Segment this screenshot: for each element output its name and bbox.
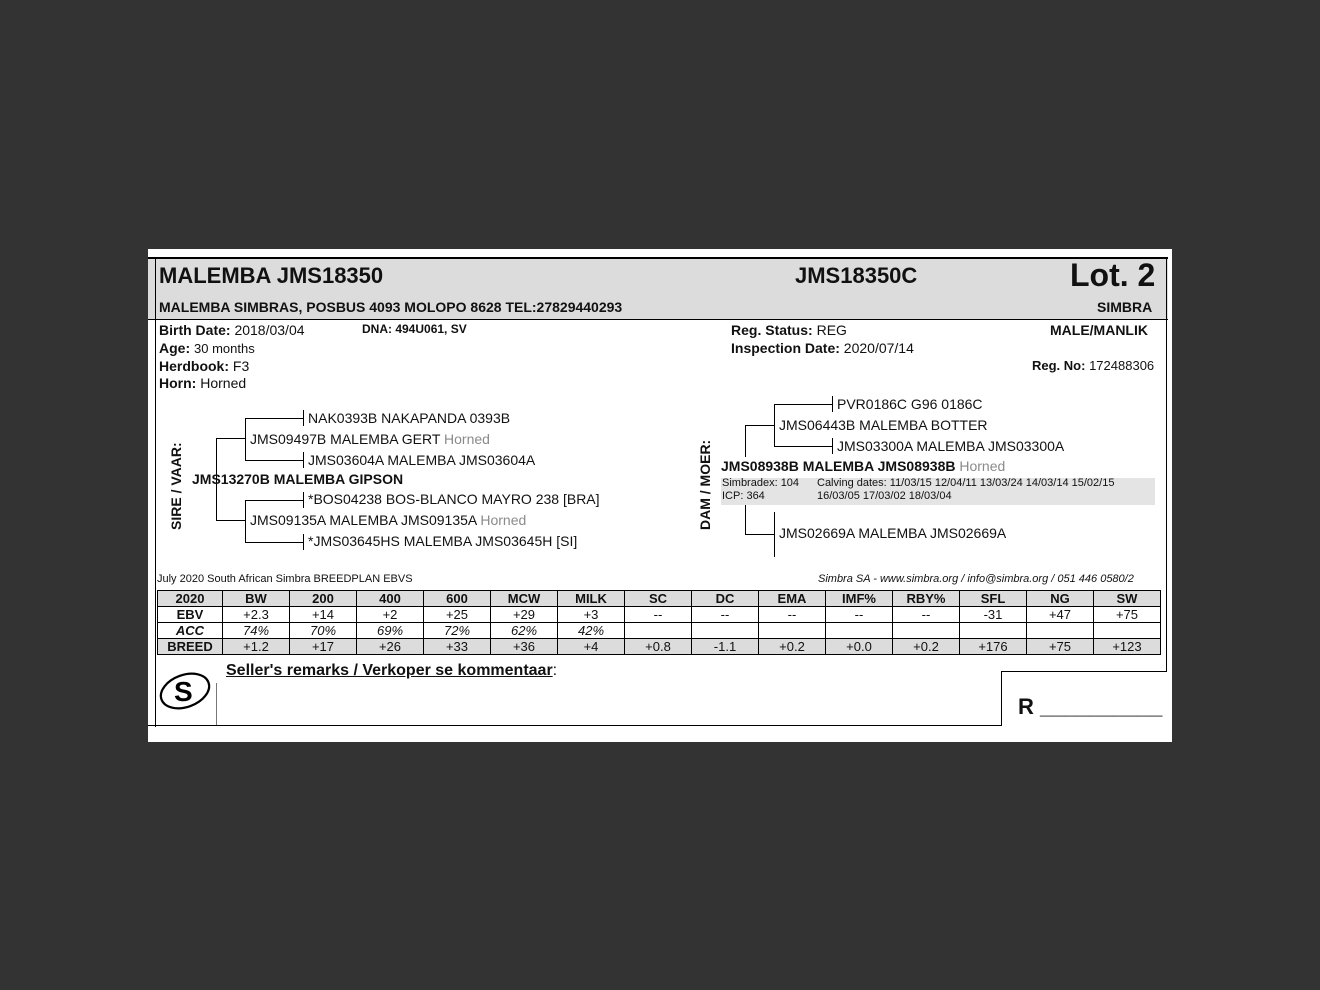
ebv-value-cell: +26 — [357, 639, 424, 655]
ebv-header-cell: RBY% — [893, 591, 960, 607]
ebv-value-cell: 69% — [357, 623, 424, 639]
simbra-logo-icon — [158, 663, 214, 715]
dam-branch-top — [745, 425, 775, 426]
sd-branch — [245, 460, 304, 461]
dam-sire-name: *BOS04238 BOS-BLANCO MAYRO 238 [BRA] — [308, 491, 600, 507]
ebv-header-cell: IMF% — [826, 591, 893, 607]
ebv-value-cell: +75 — [1094, 607, 1161, 623]
simbradex: Simbradex: 104 — [722, 477, 800, 489]
ebv-value-cell: +2 — [357, 607, 424, 623]
sex: MALE/MANLIK — [1050, 322, 1148, 338]
price-box-left — [1001, 671, 1002, 726]
price-box-top — [1001, 671, 1167, 672]
ebv-value-cell: +75 — [1027, 639, 1094, 655]
ebv-value-cell: +123 — [1094, 639, 1161, 655]
breeder-line: MALEMBA SIMBRAS, POSBUS 4093 MOLOPO 8628 TEL:27829440293 — [159, 299, 623, 315]
dam-sire-name: JMS06443B MALEMBA BOTTER — [779, 417, 988, 433]
ebv-value-cell: 70% — [290, 623, 357, 639]
ebv-value-cell: -- — [625, 607, 692, 623]
ds-tick — [303, 492, 304, 508]
logo-letter: S — [174, 676, 193, 707]
dam-bracket-bottom — [745, 505, 746, 535]
ebv-header-cell: 2020 — [158, 591, 223, 607]
ebv-value-cell: +3 — [558, 607, 625, 623]
ebv-header-cell: NG — [1027, 591, 1094, 607]
ebv-header-cell: BW — [223, 591, 290, 607]
dam-main-name: JMS08938B MALEMBA JMS08938B Horned — [721, 458, 1006, 474]
breed-name: SIMBRA — [1097, 299, 1153, 315]
animal-code: JMS18350C — [795, 263, 918, 288]
dam-dam-name: *JMS03645HS MALEMBA JMS03645H [SI] — [308, 533, 578, 549]
ebv-caption: July 2020 South African Simbra BREEDPLAN EBVS — [157, 573, 413, 585]
ebv-value-cell: +36 — [491, 639, 558, 655]
ebv-value-cell: -1.1 — [692, 639, 759, 655]
ebv-header-cell: 200 — [290, 591, 357, 607]
sire-sire-name: NAK0393B NAKAPANDA 0393B — [308, 410, 511, 426]
ebv-header-cell: SFL — [960, 591, 1027, 607]
sire-main-name: JMS13270B MALEMBA GIPSON — [192, 471, 404, 487]
sire-sire-parent: JMS09497B MALEMBA GERT Horned — [250, 431, 490, 447]
dam-dam-name: JMS02669A MALEMBA JMS02669A — [779, 525, 1007, 541]
sire-dam-parent: JMS09135A MALEMBA JMS09135A Horned — [250, 512, 527, 528]
sire-branch-top — [216, 438, 246, 439]
ebv-value-cell: -- — [826, 607, 893, 623]
ebv-value-cell: +1.2 — [223, 639, 290, 655]
ebv-value-cell — [960, 623, 1027, 639]
ebv-value-cell: -- — [692, 607, 759, 623]
ebv-value-cell: +0.8 — [625, 639, 692, 655]
ebv-header-cell: MILK — [558, 591, 625, 607]
ebv-row-label: BREED — [158, 639, 223, 655]
ebv-value-cell: +0.2 — [759, 639, 826, 655]
card-right-border — [1166, 257, 1167, 672]
ebv-header-cell: 600 — [424, 591, 491, 607]
ebv-value-cell: +29 — [491, 607, 558, 623]
sire-branch-bottom — [216, 520, 246, 521]
dam-side-label: DAM / MOER: — [697, 439, 713, 530]
card-left-border — [155, 257, 156, 727]
ebv-value-cell: +14 — [290, 607, 357, 623]
remarks-divider — [216, 683, 217, 725]
dd-tick — [303, 534, 304, 550]
dsd-tick — [832, 438, 833, 454]
sire-dam-name: JMS03604A MALEMBA JMS03604A — [308, 452, 536, 468]
ebv-value-cell: +47 — [1027, 607, 1094, 623]
dd-branch — [245, 542, 304, 543]
icp: ICP: 364 — [722, 490, 765, 502]
ebv-table — [157, 590, 1161, 655]
sire-side-label: SIRE / VAAR: — [168, 442, 184, 530]
ebv-row — [158, 607, 1161, 623]
dss-tick — [832, 396, 833, 412]
reg-status: Reg. Status: REG — [731, 322, 847, 338]
ebv-value-cell: 72% — [424, 623, 491, 639]
ebv-value-cell — [1094, 623, 1161, 639]
ebv-row — [158, 639, 1161, 655]
ebv-header-cell: MCW — [491, 591, 558, 607]
ebv-value-cell: +25 — [424, 607, 491, 623]
remarks-label: Seller's remarks / Verkoper se kommentaar: — [226, 662, 558, 679]
ebv-value-cell: +2.3 — [223, 607, 290, 623]
ds-branch — [245, 500, 304, 501]
ss-tick — [303, 410, 304, 426]
birth-date: Birth Date: 2018/03/04 — [159, 322, 305, 338]
ebv-value-cell: +0.0 — [826, 639, 893, 655]
ebv-value-cell — [759, 623, 826, 639]
ebv-value-cell: 62% — [491, 623, 558, 639]
dss-branch — [774, 404, 833, 405]
reg-number: Reg. No: 172488306 — [1032, 358, 1155, 373]
sd-tick — [303, 452, 304, 468]
ebv-value-cell: +0.2 — [893, 639, 960, 655]
age: Age: 30 months — [159, 340, 255, 356]
dam-dam-bracket — [774, 512, 775, 557]
ebv-header-cell: SW — [1094, 591, 1161, 607]
simbra-logo — [158, 663, 214, 715]
ebv-header-cell: SC — [625, 591, 692, 607]
animal-name: MALEMBA JMS18350 — [159, 263, 384, 288]
inspection-date: Inspection Date: 2020/07/14 — [731, 340, 914, 356]
dsd-branch — [774, 446, 833, 447]
dam-bracket-top — [745, 425, 746, 457]
ebv-value-cell: -- — [893, 607, 960, 623]
dna-info: DNA: 494U061, SV — [362, 322, 467, 336]
dam-sire-sire-name: PVR0186C G96 0186C — [837, 396, 983, 412]
ebv-value-cell: +33 — [424, 639, 491, 655]
ss-branch — [245, 418, 304, 419]
ebv-header-cell: DC — [692, 591, 759, 607]
ebv-value-cell — [893, 623, 960, 639]
ebv-value-cell: 74% — [223, 623, 290, 639]
ebv-value-cell — [625, 623, 692, 639]
ebv-value-cell: -31 — [960, 607, 1027, 623]
calving-dates-cont: 16/03/05 17/03/02 18/03/04 — [817, 490, 952, 502]
sire-dam-bracket — [245, 500, 246, 543]
ebv-value-cell — [1027, 623, 1094, 639]
remarks-bottom-line — [148, 725, 1001, 726]
ebv-value-cell — [826, 623, 893, 639]
ebv-header-row — [158, 591, 1161, 607]
ebv-row — [158, 623, 1161, 639]
ebv-value-cell: -- — [759, 607, 826, 623]
dam-sire-bracket — [774, 404, 775, 447]
horn: Horn: Horned — [159, 375, 247, 391]
ebv-value-cell: +4 — [558, 639, 625, 655]
ebv-row-label: ACC — [158, 623, 223, 639]
price-field[interactable]: R __________ — [1018, 694, 1163, 719]
ebv-header-cell: 400 — [357, 591, 424, 607]
ebv-value-cell: 42% — [558, 623, 625, 639]
ebv-value-cell: +176 — [960, 639, 1027, 655]
ebv-row-label: EBV — [158, 607, 223, 623]
dam-branch-bottom — [745, 534, 775, 535]
ebv-contact: Simbra SA - www.simbra.org / info@simbra.org / 051 446 0580/2 — [818, 573, 1134, 585]
calving-dates: Calving dates: 11/03/15 12/04/11 13/03/24 14/03/14 15/02/15 — [817, 477, 1115, 489]
ebv-value-cell: +17 — [290, 639, 357, 655]
ebv-header-cell: EMA — [759, 591, 826, 607]
sire-sire-bracket — [245, 418, 246, 461]
lot-number: Lot. 2 — [1070, 257, 1156, 293]
ebv-value-cell — [692, 623, 759, 639]
herdbook: Herdbook: F3 — [159, 358, 250, 374]
dam-sire-dam-name: JMS03300A MALEMBA JMS03300A — [837, 438, 1065, 454]
lot-card — [148, 249, 1172, 742]
